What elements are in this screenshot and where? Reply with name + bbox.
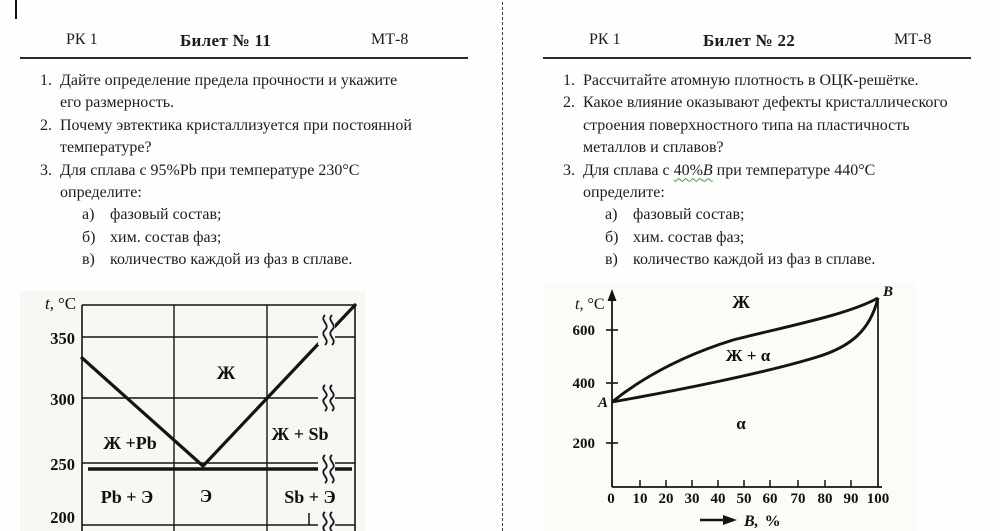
region-label-liquid: Ж [216, 363, 236, 384]
question-number: 3. [40, 161, 52, 179]
region-label-e: Э [199, 486, 213, 506]
y-tick-label: 200 [50, 508, 75, 527]
question-text: Рассчитайте атомную плотность в ОЦК-решётке. [583, 72, 919, 89]
x-tick-label: 80 [817, 491, 833, 507]
question-text: Какое влияние оказывают дефекты кристаллического строения поверхностного типа на пластичность металлов и сплавов? [583, 94, 948, 157]
y-tick-label: 200 [572, 436, 595, 452]
question-2 [563, 92, 955, 159]
question-text-before: Для сплава с [583, 161, 674, 179]
subitem-marker: а) [82, 206, 95, 224]
subitem-b [605, 227, 955, 249]
header-rule [20, 57, 468, 59]
break-mark [318, 512, 335, 531]
group-code: МТ-8 [371, 31, 409, 48]
axis-unit: °C [587, 296, 605, 313]
question-text-after: при температуре 440°С определите: [583, 161, 876, 202]
y-tick-label: 400 [572, 376, 595, 392]
y-tick-label: 350 [50, 329, 75, 348]
phase-diagram-a-b [545, 283, 917, 531]
subitem-marker: в) [82, 251, 95, 269]
question-number: 2. [40, 116, 52, 134]
point-label-a: A [597, 395, 608, 411]
course-code: РК 1 [589, 31, 621, 48]
phase-diagram-pb-sb [20, 291, 365, 531]
axis-var: t, [575, 296, 584, 313]
axis-var: B, [744, 513, 759, 530]
y-axis-label [45, 294, 76, 313]
x-tick-label: 60 [762, 491, 778, 507]
question-3 [40, 160, 418, 205]
x-tick-label: 40 [710, 491, 726, 507]
break-mark [318, 454, 335, 483]
x-tick-label: 90 [843, 491, 859, 507]
question-text: Для сплава с 95%Pb при температуре 230°С определите: [60, 161, 360, 202]
question-number: 1. [40, 72, 52, 89]
region-label-pb-e: Pb + Э [100, 487, 154, 507]
subitem-text: фазовый состав; [110, 206, 222, 224]
course-code: РК 1 [66, 31, 98, 48]
break-mark [318, 385, 335, 411]
subitem-marker: а) [605, 206, 618, 224]
region-label-two-phase: Ж + α [725, 346, 771, 365]
question-3 [563, 160, 955, 205]
question-1 [40, 70, 418, 115]
subitem-text: количество каждой из фаз в сплаве. [633, 251, 876, 269]
x-tick-label: 100 [866, 491, 890, 507]
subitem-text: хим. состав фаз; [633, 228, 745, 246]
subitem-text: хим. состав фаз; [110, 228, 222, 246]
question-list [563, 70, 955, 272]
region-label-sb-e: Sb + Э [284, 487, 336, 507]
question-text: Почему эвтектика кристаллизуется при постоянной температуре? [60, 116, 412, 157]
subitem-v [605, 249, 955, 271]
text-cursor [15, 0, 17, 19]
x-tick-label: 70 [790, 491, 806, 507]
spellcheck-marked-text [674, 162, 713, 179]
question-text [583, 160, 955, 205]
question-list [40, 70, 418, 272]
y-axis-label [575, 296, 605, 313]
x-tick-label: 20 [658, 491, 674, 507]
question-number: 3. [563, 161, 575, 179]
x-tick-label: 50 [736, 491, 752, 507]
question-1 [563, 70, 955, 92]
subitem-marker: б) [605, 228, 619, 246]
x-tick-label: 0 [607, 491, 615, 507]
region-label-liquid: Ж [732, 292, 750, 312]
subitem-a [82, 204, 418, 226]
axis-unit: °C [57, 294, 77, 313]
axis-var: t, [45, 294, 54, 313]
question-2 [40, 115, 418, 160]
x-tick-label: 10 [632, 491, 648, 507]
axis-unit: % [764, 513, 781, 530]
marked-component: B [702, 161, 713, 179]
region-label-liquid-pb: Ж +Pb [103, 433, 157, 453]
point-label-b: B [883, 284, 894, 300]
question-text: Дайте определение предела прочности и укажите его размерность. [60, 72, 398, 112]
subitem-v [82, 249, 418, 271]
ticket-title: Билет № 11 [180, 31, 272, 50]
break-mark [318, 315, 335, 345]
marked-value: 40% [673, 161, 703, 179]
question-number: 2. [563, 94, 575, 112]
region-label-liquid-sb: Ж + Sb [271, 424, 329, 444]
y-tick-label: 600 [572, 323, 595, 339]
ticket-title: Билет № 22 [703, 31, 796, 50]
y-tick-label: 300 [50, 390, 75, 409]
subitem-marker: в) [605, 251, 618, 269]
question-number: 1. [563, 72, 575, 89]
region-label-alpha: α [736, 414, 746, 433]
subitem-marker: б) [82, 228, 96, 246]
subitem-a [605, 204, 955, 226]
subitem-text: фазовый состав; [633, 206, 745, 224]
x-tick-label: 30 [684, 491, 700, 507]
subitem-b [82, 227, 418, 249]
subitem-text: количество каждой из фаз в сплаве. [110, 251, 353, 269]
header-rule [543, 57, 971, 59]
group-code: МТ-8 [894, 31, 932, 48]
y-tick-label: 250 [50, 455, 75, 474]
column-divider-dashed [502, 0, 503, 531]
